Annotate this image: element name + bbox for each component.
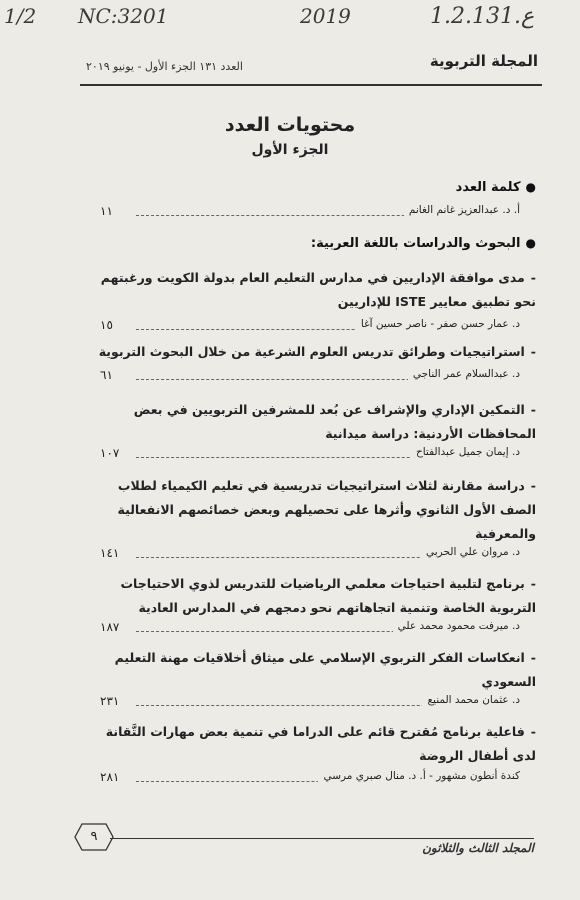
entry-author-line xyxy=(100,368,534,386)
entry-author: د. مروان علي الحربي xyxy=(421,546,520,558)
footer-divider xyxy=(110,838,534,839)
dash-marker: - xyxy=(530,576,536,591)
toc-title: محتويات العدد xyxy=(224,114,356,136)
header-divider xyxy=(80,84,542,86)
entry-author: د. عمار حسن صفر - ناصر حسين آغا xyxy=(356,318,520,330)
entry-author: د. عثمان محمد المنيع xyxy=(422,694,520,706)
handwritten-nc-code: NC:3201 xyxy=(78,4,169,28)
entry-page-number: ٢٣١ xyxy=(100,694,120,708)
bullet-icon: ● xyxy=(525,180,536,194)
bullet-icon: ● xyxy=(525,236,536,250)
handwritten-year: 2019 xyxy=(300,4,351,28)
entry-page-number: ١٥ xyxy=(100,318,113,332)
dash-marker: - xyxy=(530,650,536,665)
dash-marker: - xyxy=(530,344,536,359)
entry-author-line xyxy=(100,770,534,788)
dash-marker: - xyxy=(530,270,536,285)
section-heading-arabic-research: ●البحوث والدراسات باللغة العربية: xyxy=(310,236,536,251)
entry-author-line xyxy=(100,620,534,638)
toc-subtitle: الجزء الأول xyxy=(251,142,329,158)
journal-logo: المجلة التربوية xyxy=(429,52,538,70)
entry-title[interactable]: -برنامج لتلبية احتياجات معلمي الرياضيات للتدريس لذوي الاحتياجات التربوية الخاصة وتنمية اتجاهاتهم نحو دمجهم في المدارس العادية xyxy=(120,576,536,615)
entry-author: د. عبدالسلام عمر الناجي xyxy=(408,368,520,380)
entry-page-number: ٦١ xyxy=(100,368,113,382)
page-number: ٩ xyxy=(90,829,98,844)
page-number-badge xyxy=(74,822,114,852)
entry-author: د. ميرفت محمود محمد علي xyxy=(393,620,520,632)
entry-author-line xyxy=(100,694,534,712)
entry-title[interactable]: -دراسة مقارنة لثلاث استراتيجيات تدريسية في تعليم الكيمياء لطلاب الصف الأول الثانوي وأثرها على تحصيلهم وبعض خصائصهم الانفعالية والمعرفية xyxy=(117,478,536,541)
issue-info: العدد ١٣١ الجزء الأول - يونيو ٢٠١٩ xyxy=(86,60,243,73)
entry-page-number: ١٠٧ xyxy=(100,446,120,460)
entry-author: د. إيمان جميل عبدالفتاح xyxy=(411,446,520,458)
toc-entry-editorial[interactable] xyxy=(100,204,534,222)
entry-title[interactable]: -التمكين الإداري والإشراف عن بُعد للمشرفين التربويين في بعض المحافظات الأردنية: دراسة ميدانية xyxy=(133,402,536,441)
entry-author: أ. د. عبدالعزيز غانم الغانم xyxy=(404,204,520,216)
entry-author: كندة أنطون مشهور - أ. د. منال صبري مرسي xyxy=(318,770,520,782)
entry-author-line xyxy=(100,546,534,564)
entry-title[interactable]: -استراتيجيات وطرائق تدريس العلوم الشرعية من خلال البحوث التربوية xyxy=(98,344,536,359)
entry-page-number: ١٤١ xyxy=(100,546,120,560)
entry-title[interactable]: -مدى موافقة الإداريين في مدارس التعليم العام بدولة الكويت ورغبتهم نحو تطبيق معايير ISTE للإداريين xyxy=(100,270,536,309)
section-heading-editorial: ●كلمة العدد xyxy=(455,180,536,195)
entry-title[interactable]: -انعكاسات الفكر التربوي الإسلامي على ميثاق أخلاقيات مهنة التعليم السعودي xyxy=(114,650,536,689)
handwritten-call-number: ع.1.2.131 xyxy=(430,4,535,29)
entry-page-number: ٢٨١ xyxy=(100,770,120,784)
volume-label: المجلد الثالث والثلاثون xyxy=(422,841,534,855)
entry-title[interactable]: -فاعلية برنامج مُقترح قائم على الدراما في تنمية بعض مهارات التَّقانة لدى أطفال الروضة xyxy=(105,724,536,763)
dash-marker: - xyxy=(530,402,536,417)
entry-author-line xyxy=(100,446,534,464)
entry-page-number: ١٨٧ xyxy=(100,620,120,634)
handwritten-part-fraction: 1/2 xyxy=(4,4,37,28)
dash-marker: - xyxy=(530,478,536,493)
dash-marker: - xyxy=(530,724,536,739)
entry-page-number: ١١ xyxy=(100,204,113,218)
entry-author-line xyxy=(100,318,534,336)
